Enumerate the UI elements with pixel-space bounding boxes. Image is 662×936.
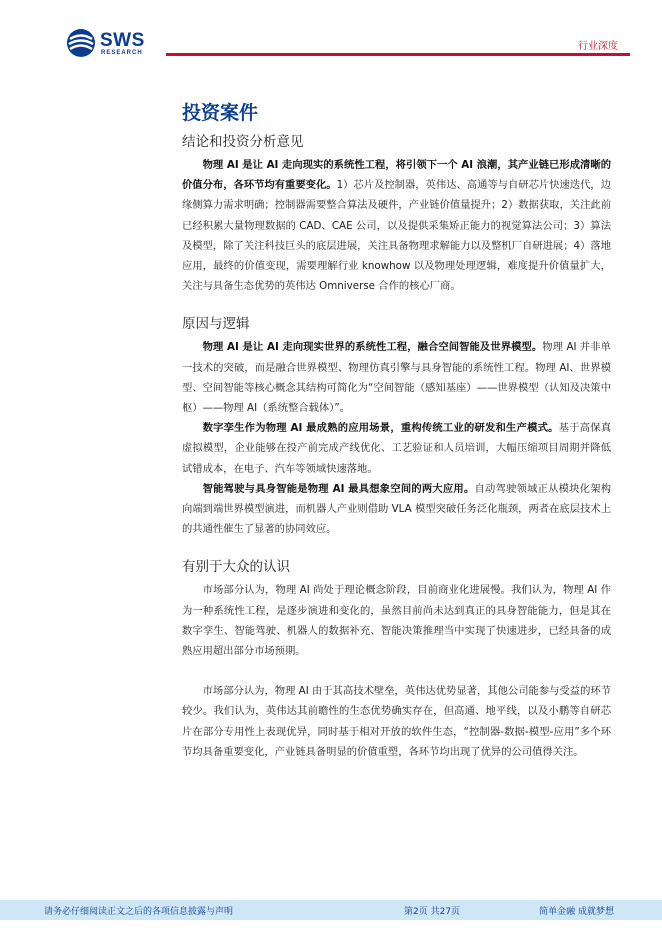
paragraph-view-2: 市场部分认为，物理 AI 由于其高技术壁垒，英伟达优势显著，其他公司能参与受益的环节较少。我们认为，英伟达其前瞻性的生态优势确实存在，但高通、地平线，以及小鹏等自研芯片在部分专用性上表现优异，同时基于相对开放的软件生态，“控制器-数据-模型-应用”多个环节均具备重要变化，产业链具备明显的价值重塑，各环节均出现了优异的公司值得关注。 [182,685,611,758]
section-heading-differentiated-view: 有别于大众的认识 [182,559,290,576]
paragraph-body: 1）芯片及控制器，英伟达、高通等与自研芯片快速迭代，边缘侧算力需求明确；控制器需要整合算法及硬件，产业链价值量提升；2）数据获取，关注此前已经积累大量物理数据的 CAD、CAE 公司，以及提供采集矫正能力的视觉算法公司；3）算法及模型，除了关注科技巨头的底层进展，关注具备物理求解能力以及整机厂自研进展；4）落地应用，最终的价值变现，需要理解行业 knowhow 以及物理处理逻辑，难度提升价值量扩大，关注与具备生态优势的英伟达 Omniverse 合作的核心厂商。 [182,179,611,293]
section-heading-reasons: 原因与逻辑 [182,316,250,333]
paragraph-reason-1 [182,337,611,418]
paragraph-reason-2 [182,418,611,479]
sws-logo-mark-icon [66,28,96,58]
sws-logo [66,28,166,60]
footer-slogan: 简单金融 成就梦想 [539,907,614,917]
report-type-label: 行业深度 [578,41,618,52]
section-heading-conclusion: 结论和投资分析意见 [182,134,304,150]
paragraph-lead: 物理 AI 是让 AI 走向现实的系统性工程，将引领下一个 AI 浪潮，其产业链已形成清晰的价值分布，各环节均有重要变化。 [182,159,611,192]
footer-disclaimer: 请务必仔细阅读正文之后的各项信息披露与声明 [44,907,234,917]
paragraph-conclusion [182,155,611,296]
main-content [182,100,611,762]
paragraph-body: 自动驾驶领域正从模块化架构向端到端世界模型演进，而机器人产业则借助 VLA 模型突破任务泛化瓶颈，两者在底层技术上的共通性催生了显著的协同效应。 [182,482,612,536]
paragraph-lead: 数字孪生作为物理 AI 最成熟的应用场景，重构传统工业的研发和生产模式。 [202,422,559,435]
page-header [0,0,662,64]
page-number: 第2页 共27页 [404,907,461,917]
logo-text: SWS [100,30,145,51]
paragraph-lead: 物理 AI 是让 AI 走向现实世界的系统性工程，融合空间智能及世界模型。 [202,341,543,354]
paragraph-lead: 智能驾驶与具身智能是物理 AI 最具想象空间的两大应用。 [202,482,475,495]
header-rule [166,53,630,56]
paragraph-body: 物理 AI 并非单一技术的突破，而是融合世界模型、物理仿真引擎与具身智能的系统性工程。物理 AI、世界模型、空间智能等核心概念其结构可简化为“空间智能（感知基座）——世界模型（认知及决策中枢）——物理 AI（系统整合载体）”。 [182,341,611,415]
page-title: 投资案件 [182,102,259,124]
logo-subtext: RESEARCH [101,50,143,56]
paragraph-body: 基于高保真虚拟模型，企业能够在投产前完成产线优化、工艺验证和人员培训，大幅压缩项目周期并降低试错成本，在电子、汽车等领域快速落地。 [182,422,612,475]
paragraph-reason-3 [182,479,611,540]
paragraph-view-1: 市场部分认为，物理 AI 尚处于理论概念阶段，目前商业化进展慢。我们认为，物理 AI 作为一种系统性工程，是逐步演进和变化的，虽然目前尚未达到真正的具身智能能力，但是其在数字孪生、智能驾驶、机器人的数据补充、智能决策推理当中实现了快速进步，已经具备的成熟应用超出部分市场预期。 [182,584,611,658]
page-footer [0,900,662,920]
